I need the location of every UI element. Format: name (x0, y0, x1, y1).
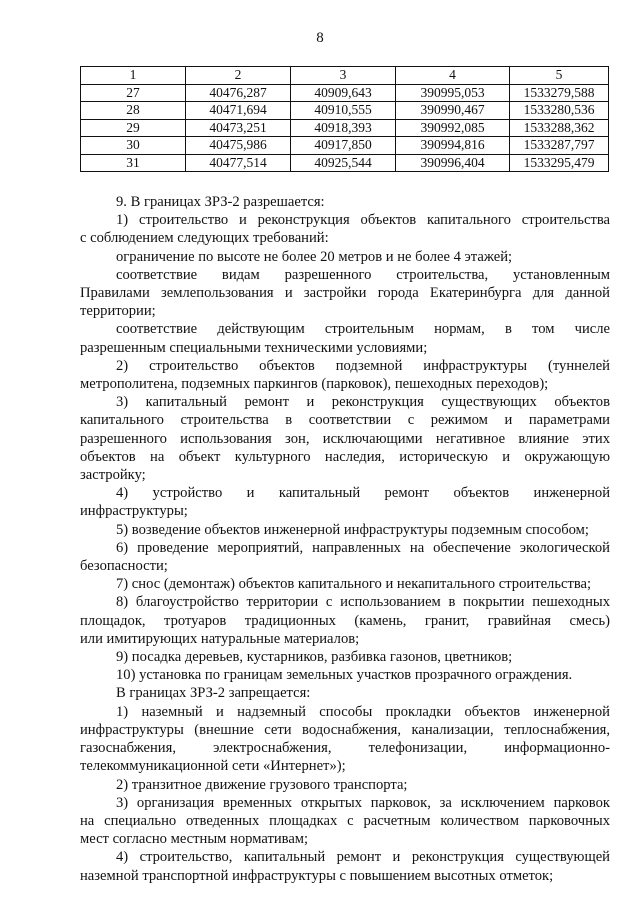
text-line: ограничение по высоте не более 20 метров и не более 4 этажей; (116, 248, 513, 265)
table-cell: 40475,986 (186, 137, 291, 155)
text-line: площадок, тротуаров традиционных (камень, гранит, гравийная смесь) (80, 612, 610, 629)
table-cell: 390992,085 (396, 119, 510, 137)
table-cell: 31 (81, 154, 186, 172)
text-line: застройку; (80, 467, 146, 484)
text-line: территории; (80, 303, 156, 320)
table-header-row (81, 67, 609, 85)
text-line: 9) посадка деревьев, кустарников, разбивка газонов, цветников; (116, 649, 513, 666)
table-row (81, 84, 609, 102)
text-line: метрополитена, подземных паркингов (парковок), пешеходных переходов); (80, 376, 549, 393)
document-body (80, 193, 610, 885)
page-number: 8 (316, 30, 324, 46)
text-line: 2) строительство объектов подземной инфраструктуры (туннелей (116, 357, 610, 374)
coordinates-table (80, 66, 609, 172)
table-cell: 390996,404 (396, 154, 510, 172)
text-line: наземной транспортной инфраструктуры с повышением высотных отметок; (80, 867, 554, 884)
text-line: 10) установка по границам земельных участков прозрачного ограждения. (116, 667, 573, 684)
text-line: 6) проведение мероприятий, направленных на обеспечение экологической (116, 539, 610, 556)
text-line: 1) строительство и реконструкция объектов капитального строительства (116, 212, 610, 229)
table-cell: 1533295,479 (510, 154, 609, 172)
table-cell: 390990,467 (396, 102, 510, 120)
text-line: соответствие видам разрешенного строительства, установленным (116, 266, 610, 283)
table-header-cell: 3 (291, 67, 396, 85)
table-cell: 27 (81, 84, 186, 102)
text-line: газоснабжения, электроснабжения, телефонизации, информационно- (80, 740, 610, 757)
table-cell: 28 (81, 102, 186, 120)
text-line: разрешенного использования зон, исключающими негативное влияние этих (80, 430, 610, 447)
text-line: с соблюдением следующих требований: (80, 230, 329, 247)
table-cell: 1533279,588 (510, 84, 609, 102)
table-cell: 40476,287 (186, 84, 291, 102)
table-cell: 40917,850 (291, 137, 396, 155)
text-line: безопасности; (80, 558, 168, 575)
table-cell: 40473,251 (186, 119, 291, 137)
text-line: телекоммуникационной сети «Интернет»); (80, 758, 346, 775)
text-line: соответствие действующим строительным нормам, в том числе (116, 321, 610, 338)
table-cell: 40477,514 (186, 154, 291, 172)
table-header-cell: 4 (396, 67, 510, 85)
text-line: 8) благоустройство территории с использованием в покрытии пешеходных (116, 594, 610, 611)
text-line: разрешенным специальными техническими условиями; (80, 339, 428, 356)
text-line: 3) организация временных открытых парковок, за исключением парковок (116, 794, 610, 811)
text-line: капитального строительства в соответствии с режимом и параметрами (80, 412, 610, 429)
table-cell: 1533287,797 (510, 137, 609, 155)
section-heading: В границах ЗРЗ-2 запрещается: (116, 685, 311, 702)
table-cell: 40909,643 (291, 84, 396, 102)
table-row (81, 102, 609, 120)
text-line: 4) строительство, капитальный ремонт и реконструкция существующей (116, 849, 610, 866)
text-line: 7) снос (демонтаж) объектов капитального и некапитального строительства; (116, 576, 592, 593)
table-header-cell: 5 (510, 67, 609, 85)
table-cell: 40910,555 (291, 102, 396, 120)
text-line: 1) наземный и надземный способы прокладки объектов инженерной (116, 703, 610, 720)
section-heading: 9. В границах ЗРЗ-2 разрешается: (116, 194, 325, 210)
table-row (81, 137, 609, 155)
table-cell: 390995,053 (396, 84, 510, 102)
table-header-cell: 2 (186, 67, 291, 85)
text-line: 4) устройство и капитальный ремонт объектов инженерной (116, 485, 610, 502)
text-line: 2) транзитное движение грузового транспорта; (116, 776, 408, 793)
table-cell: 1533288,362 (510, 119, 609, 137)
text-line: на специально отведенных площадках с расчетным количеством парковочных (80, 812, 610, 829)
table-header-cell: 1 (81, 67, 186, 85)
table-row (81, 154, 609, 172)
table-cell: 40918,393 (291, 119, 396, 137)
table-cell: 29 (81, 119, 186, 137)
table-row (81, 119, 609, 137)
text-line: инфраструктуры (внешние сети водоснабжения, канализации, теплоснабжения, (80, 721, 610, 738)
text-line: объектов на объект культурного наследия, историческую и окружающую (80, 448, 610, 465)
table-cell: 390994,816 (396, 137, 510, 155)
text-line: или имитирующих натуральные материалов; (80, 630, 360, 647)
text-line: инфраструктуры; (80, 503, 188, 520)
table-cell: 40925,544 (291, 154, 396, 172)
table-cell: 1533280,536 (510, 102, 609, 120)
text-line: Правилами землепользования и застройки города Екатеринбурга для данной (80, 285, 610, 302)
text-line: мест согласно местным нормативам; (80, 831, 309, 848)
text-line: 3) капитальный ремонт и реконструкция существующих объектов (116, 394, 610, 411)
table-cell: 40471,694 (186, 102, 291, 120)
text-line: 5) возведение объектов инженерной инфраструктуры подземным способом; (116, 521, 589, 538)
table-cell: 30 (81, 137, 186, 155)
